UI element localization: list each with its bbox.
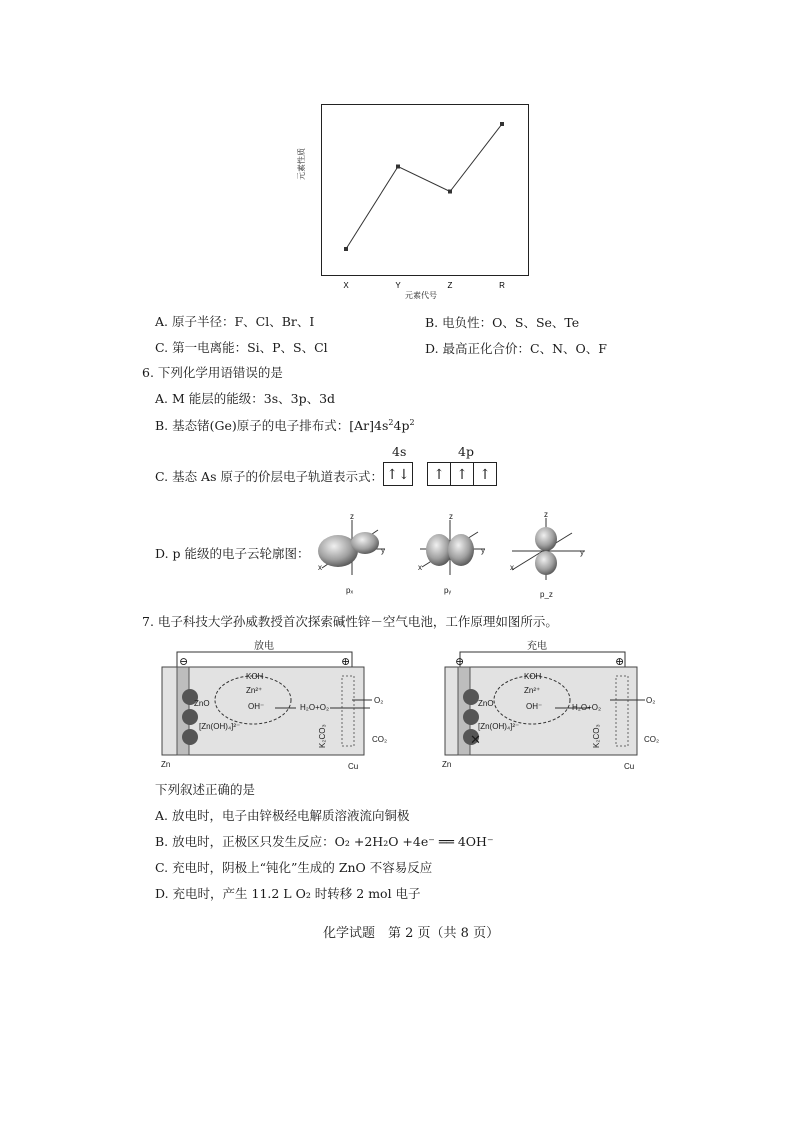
px-axis-z: z (350, 512, 354, 521)
q7-option-d: D. 充电时，产生 11.2 L O₂ 时转移 2 mol 电子 (155, 886, 421, 901)
discharge-cu: Cu (348, 762, 359, 771)
discharge-oh: OH⁻ (248, 702, 265, 711)
discharge-co2: CO₂ (372, 735, 388, 744)
orbital-4s-cell: ↑↓ (383, 462, 413, 486)
discharge-minus-icon: ⊖ (179, 655, 189, 668)
q6-b-sup1: 2 (388, 417, 394, 427)
discharge-zn2: Zn²⁺ (246, 686, 263, 695)
q7-option-b: B. 放电时，正极区只发生反应：O₂ +2H₂O +4e⁻ ══ 4OH⁻ (155, 834, 494, 849)
charge-zn2: Zn²⁺ (524, 686, 541, 695)
charge-zno: ZnO (478, 699, 494, 708)
q5-option-b: B. 电负性：O、S、Se、Te (425, 315, 580, 330)
q6-option-a: A. M 能层的能级：3s、3p、3d (155, 391, 336, 406)
chart-xtick-R: R (499, 281, 505, 290)
q5-option-d: D. 最高正化合价：C、N、O、F (425, 341, 607, 356)
page-footer: 化学试题 第 2 页（共 8 页） (323, 926, 500, 941)
charge-title: 充电 (527, 641, 547, 652)
q5-option-a: A. 原子半径：F、Cl、Br、I (155, 314, 315, 329)
chart-xtick-X: X (343, 281, 349, 290)
q7-option-c: C. 充电时，阴极上“钝化”生成的 ZnO 不容易反应 (155, 860, 433, 875)
q6-option-c: C. 基态 As 原子的价层电子轨道表示式： (155, 469, 383, 484)
py-axis-x: x (418, 563, 422, 572)
q6-b-sup2: 2 (409, 417, 415, 427)
q5-option-c: C. 第一电离能：Si、P、S、Cl (155, 340, 328, 355)
charge-cross-icon: ✕ (470, 733, 481, 748)
discharge-zn: Zn (161, 760, 171, 769)
q7-prompt: 下列叙述正确的是 (155, 782, 256, 797)
discharge-koh: KOH (246, 672, 264, 681)
charge-k2co3: K₂CO₃ (592, 724, 601, 748)
px-axis-x: x (318, 563, 322, 572)
discharge-complex: [Zn(OH)₄]²⁻ (199, 722, 241, 731)
q6-option-d: D. p 能级的电子云轮廓图： (155, 546, 310, 561)
pz-axis-y: y (580, 548, 584, 557)
q7-stem: 7. 电子科技大学孙威教授首次探索碱性锌－空气电池，工作原理如图所示。 (142, 614, 558, 629)
orbital-4p-cell-2: ↑ (450, 462, 474, 486)
orbital-4p-cell-1: ↑ (427, 462, 451, 486)
discharge-reactants: H₂O+O₂ (300, 703, 330, 712)
py-label: pᵧ (444, 586, 452, 595)
discharge-plus-icon: ⊕ (341, 655, 351, 668)
orbital-4p-cell-3: ↑ (473, 462, 497, 486)
charge-minus-icon: ⊖ (455, 655, 465, 668)
charge-koh: KOH (524, 672, 542, 681)
discharge-o2: O₂ (374, 696, 384, 705)
charge-plus-icon: ⊕ (615, 655, 625, 668)
q6-b-mid: 4p (393, 418, 410, 433)
q6-b-pre: B. 基态锗(Ge)原子的电子排布式：[Ar]4s (155, 418, 389, 433)
px-axis-y: y (381, 546, 385, 555)
charge-o2: O₂ (646, 696, 656, 705)
chart-xtick-Y: Y (395, 281, 401, 290)
px-label: pₓ (346, 586, 354, 595)
discharge-title: 放电 (254, 641, 274, 652)
charge-zn: Zn (442, 760, 452, 769)
py-axis-z: z (449, 512, 453, 521)
charge-oh: OH⁻ (526, 702, 543, 711)
q7-option-a: A. 放电时，电子由锌极经电解质溶液流向铜极 (155, 808, 410, 823)
orbital-4p-label: 4p (458, 444, 474, 459)
q6-stem: 6. 下列化学用语错误的是 (142, 365, 283, 380)
pz-label: p_z (540, 590, 553, 599)
charge-cu: Cu (624, 762, 635, 771)
orbital-4s-label: 4s (392, 444, 407, 459)
chart-ylabel: 元素性质 (297, 148, 306, 180)
discharge-k2co3: K₂CO₃ (318, 724, 327, 748)
chart-xlabel: 元素代号 (405, 291, 437, 300)
chart-xtick-Z: Z (447, 281, 453, 290)
pz-axis-x: x (510, 563, 514, 572)
discharge-zno: ZnO (194, 699, 210, 708)
charge-reactants: H₂O+O₂ (572, 703, 602, 712)
charge-co2: CO₂ (644, 735, 660, 744)
charge-complex: [Zn(OH)₄]²⁻ (478, 722, 520, 731)
py-axis-y: y (481, 546, 485, 555)
pz-axis-z: z (544, 510, 548, 519)
